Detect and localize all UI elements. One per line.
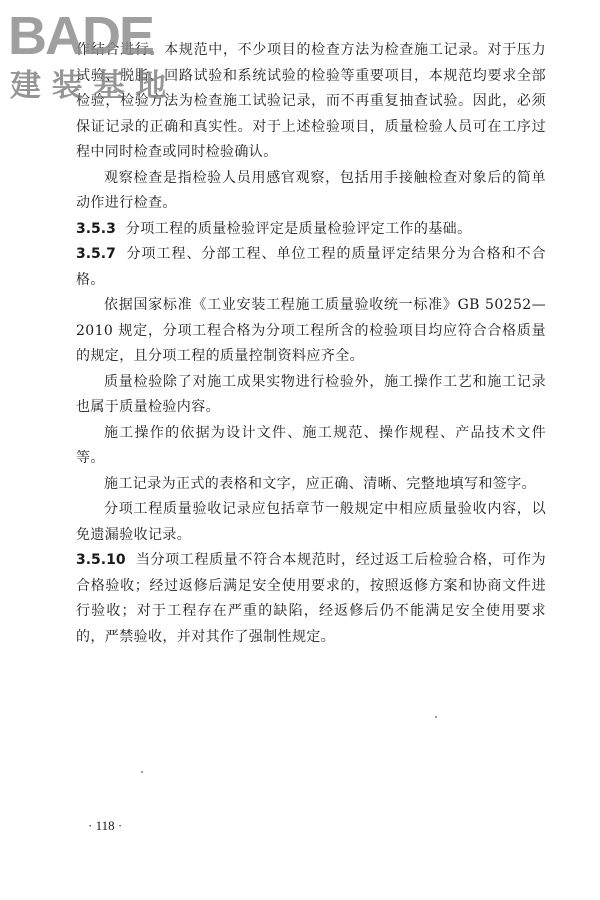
scan-speck (141, 771, 143, 773)
paragraph-text: 观察检查是指检验人员用感官观察，包括用手接触检查对象后的简单动作进行检查。 (76, 169, 546, 211)
paragraph-text: 质量检验除了对施工成果实物进行检验外，施工操作工艺和施工记录也属于质量检验内容。 (76, 373, 546, 415)
clause-number: 3.5.7 (76, 246, 116, 262)
clause-3-5-7 (76, 242, 546, 293)
clause-text: 分项工程、分部工程、单位工程的质量评定结果分为合格和不合格。 (76, 246, 546, 288)
watermark-subtitle: 建 装 基 地 (10, 68, 167, 104)
clause-3-5-3 (76, 217, 546, 243)
paragraph (76, 293, 546, 370)
paragraph-text: 分项工程质量验收记录应包括章节一般规定中相应质量验收内容，以免遗漏验收记录。 (76, 501, 546, 543)
paragraph (76, 421, 546, 472)
paragraph-text: 施工操作的依据为设计文件、施工规范、操作规程、产品技术文件等。 (76, 424, 546, 466)
watermark-logo-text: BADE (8, 6, 154, 66)
clause-number: 3.5.3 (76, 220, 116, 237)
paragraph (76, 166, 546, 217)
paragraph (76, 497, 546, 548)
document-body (76, 38, 546, 650)
paragraph (76, 472, 546, 498)
clause-text: 当分项工程质量不符合本规范时，经过返工后检验合格，可作为合格验收；经过返修后满足安全使用要求的，按照返修方案和协商文件进行验收；对于工程存在严重的缺陷，经返修后仍不能满足安全使用要求的，严禁验收，并对其作了强制性规定。 (76, 552, 546, 645)
paragraph-text: 依据国家标准《工业安装工程施工质量验收统一标准》GB 50252—2010 规定，分项工程合格为分项工程所含的检验项目均应符合合格质量的规定，且分项工程的质量控制资料应齐全。 (76, 297, 546, 364)
page-number: · 118 · (88, 818, 123, 833)
clause-number: 3.5.10 (76, 552, 126, 568)
paragraph-text: 施工记录为正式的表格和文字，应正确、清晰、完整地填写和签字。 (104, 475, 536, 492)
paragraph-continuation (76, 38, 546, 166)
clause-3-5-10 (76, 548, 546, 650)
clause-text: 分项工程的质量检验评定是质量检验评定工作的基础。 (125, 220, 472, 237)
paragraph (76, 370, 546, 421)
scan-speck (435, 716, 437, 718)
paragraph-text: 作结合进行。本规范中，不少项目的检查方法为检查施工记录。对于压力试验、脱脂、回路试验和系统试验的检验等重要项目，本规范均要求全部检验，检验方法为检查施工试验记录，而不再重复抽查试验。因此，必须保证记录的正确和真实性。对于上述检验项目，质量检验人员可在工序过程中同时检查或同时检验确认。 (76, 42, 546, 160)
